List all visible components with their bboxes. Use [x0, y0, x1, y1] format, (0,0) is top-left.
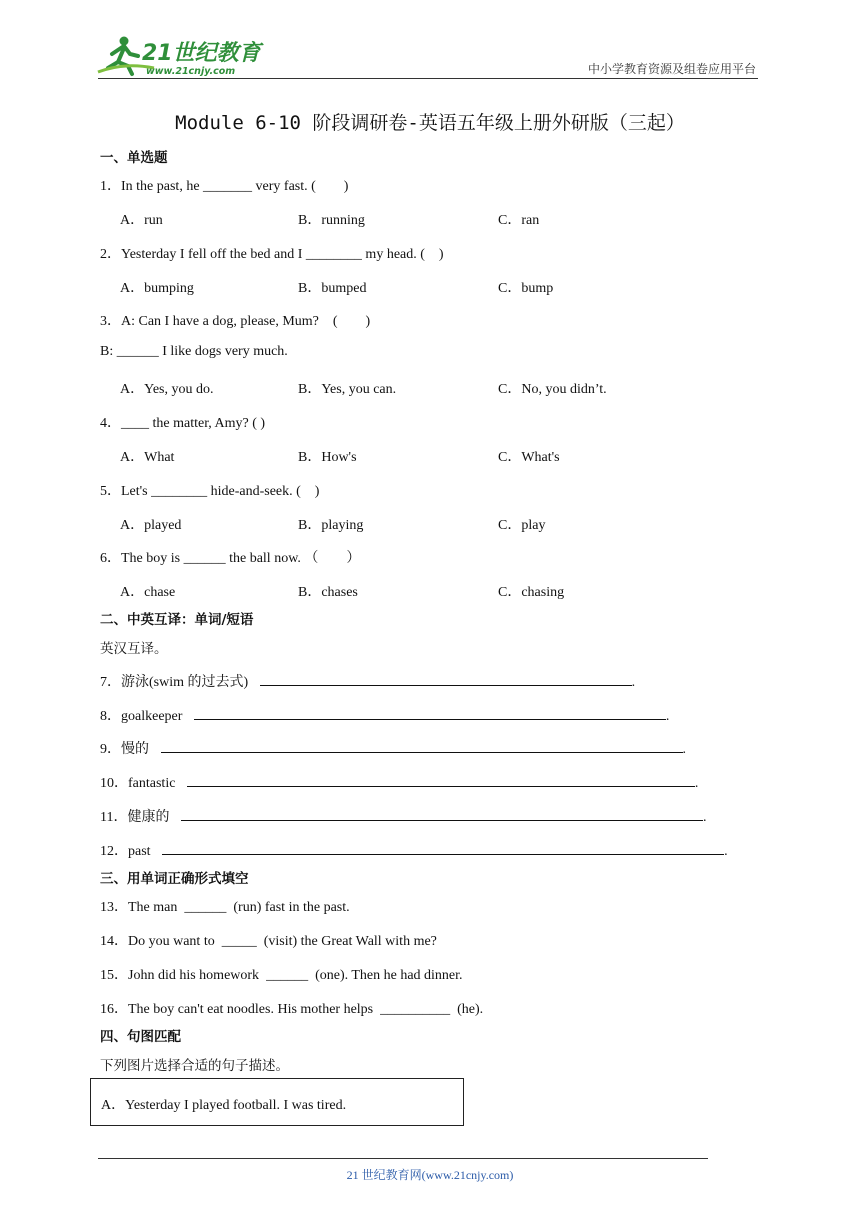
- option: A．run: [120, 213, 163, 228]
- option: B．playing: [298, 518, 364, 533]
- fill-item: [100, 930, 437, 950]
- option: A．played: [120, 518, 182, 533]
- option: A．What: [120, 450, 175, 465]
- option: B．How's: [298, 450, 357, 465]
- fill-text: 13．The man: [100, 900, 178, 915]
- option: A．chase: [120, 585, 176, 600]
- question-stem: 3．A: Can I have a dog, please, Mum? ( ): [100, 314, 371, 329]
- translation-label: 8．goalkeeper: [100, 709, 183, 724]
- header-divider: [98, 78, 758, 79]
- option: A．bumping: [120, 281, 194, 296]
- option: A．Yes, you do.: [120, 382, 214, 397]
- fill-text: 16．The boy can't eat noodles. His mother helps: [100, 1002, 374, 1017]
- fill-item: [100, 896, 350, 916]
- option: B．bumped: [298, 281, 367, 296]
- translation-item: 7．游泳(swim 的过去式) .: [100, 675, 636, 690]
- option: C．ran: [498, 213, 540, 228]
- site-logo: [94, 32, 264, 80]
- option: B．chases: [298, 585, 358, 600]
- svg-text:www.21cnjy.com: www.21cnjy.com: [146, 66, 236, 77]
- translation-item: 11．健康的 .: [100, 810, 707, 825]
- option: C．What's: [498, 450, 560, 465]
- fill-text: (one). Then he had dinner.: [315, 968, 463, 983]
- fill-text: (he).: [457, 1002, 484, 1017]
- option: B．Yes, you can.: [298, 382, 397, 397]
- fill-blank[interactable]: ______: [184, 900, 227, 915]
- translation-item: 12．past .: [100, 844, 728, 859]
- fill-text: 14．Do you want to: [100, 934, 215, 949]
- footer-text[interactable]: 21 世纪教育网(www.21cnjy.com): [346, 1168, 514, 1182]
- fill-text: 15．John did his homework: [100, 968, 260, 983]
- fill-item: [100, 998, 483, 1018]
- section-heading: 四、句图匹配: [100, 1029, 181, 1045]
- answer-line[interactable]: [161, 751, 683, 753]
- section-heading: 一、单选题: [100, 150, 168, 166]
- fill-blank[interactable]: ______: [266, 968, 309, 983]
- translation-label: 11．健康的: [100, 810, 170, 825]
- translation-label: 12．past: [100, 844, 151, 859]
- fill-item: [100, 964, 463, 984]
- question-stem: 6．The boy is ______ the ball now. （ ）: [100, 551, 361, 566]
- answer-line[interactable]: [162, 853, 724, 855]
- match-sentence-box: [90, 1078, 464, 1126]
- option: C．No, you didn’t.: [498, 382, 607, 397]
- translation-label: 7．游泳(swim 的过去式): [100, 675, 249, 690]
- answer-line[interactable]: [187, 785, 695, 787]
- question-stem: 5．Let's ________ hide-and-seek. ( ): [100, 484, 320, 499]
- page-title: Module 6-10 阶段调研卷-英语五年级上册外研版（三起）: [175, 112, 685, 134]
- option: C．play: [498, 518, 546, 533]
- section-heading: 三、用单词正确形式填空: [100, 871, 249, 887]
- fill-blank[interactable]: __________: [380, 1002, 451, 1017]
- question-stem: 4．____ the matter, Amy? ( ): [100, 416, 266, 431]
- option: B．running: [298, 213, 365, 228]
- section-heading: 二、中英互译：单词/短语: [100, 612, 254, 628]
- question-stem: 2．Yesterday I fell off the bed and I ________ my head. ( ): [100, 247, 444, 262]
- translation-item: 8．goalkeeper .: [100, 709, 670, 724]
- question-stem: 1．In the past, he _______ very fast. ( ): [100, 179, 349, 194]
- answer-line[interactable]: [181, 819, 703, 821]
- answer-line[interactable]: [260, 684, 632, 686]
- platform-name: 中小学教育资源及组卷应用平台: [587, 62, 756, 76]
- translation-label: 10．fantastic: [100, 776, 176, 791]
- option: C．bump: [498, 281, 554, 296]
- fill-blank[interactable]: _____: [221, 934, 257, 949]
- svg-text:21世纪教育: 21世纪教育: [142, 41, 261, 66]
- option: C．chasing: [498, 585, 565, 600]
- translation-item: 10．fantastic .: [100, 776, 699, 791]
- section-instruction: 英汉互译。: [100, 641, 168, 657]
- section-instruction: 下列图片选择合适的句子描述。: [100, 1058, 289, 1074]
- translation-label: 9．慢的: [100, 742, 149, 757]
- answer-line[interactable]: [194, 718, 666, 720]
- match-sentence: A．Yesterday I played football. I was tired.: [101, 1098, 347, 1113]
- fill-text: (run) fast in the past.: [233, 900, 350, 915]
- question-stem-continued: B: ______ I like dogs very much.: [100, 344, 288, 359]
- footer-divider: [98, 1158, 708, 1159]
- translation-item: 9．慢的 .: [100, 742, 686, 757]
- fill-text: (visit) the Great Wall with me?: [263, 934, 437, 949]
